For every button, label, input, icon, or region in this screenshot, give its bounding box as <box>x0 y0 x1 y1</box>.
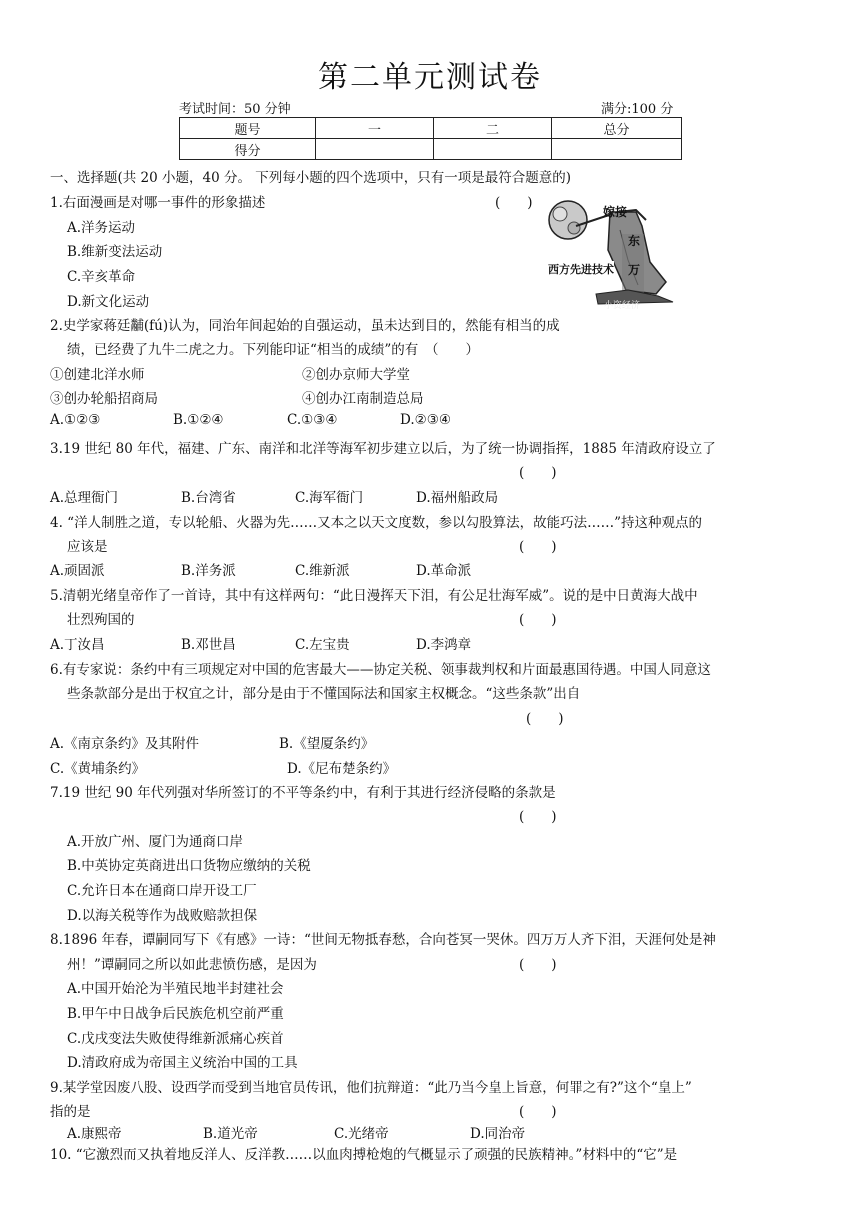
option[interactable]: D.《尼布楚条约》 <box>287 761 397 777</box>
statement-item: ③创办轮船招商局 <box>50 391 158 407</box>
question-9-stem: 指的是 <box>50 1104 91 1120</box>
full-score: 满分:100 分 <box>601 102 674 117</box>
score-table-cell: 总分 <box>552 118 682 139</box>
question-5-stem: 壮烈殉国的 <box>67 612 135 628</box>
option[interactable]: B.甲午中日战争后民族危机空前严重 <box>67 1006 284 1022</box>
answer-blank[interactable]: ( ) <box>519 612 557 628</box>
option[interactable]: A.中国开始沦为半殖民地半封建社会 <box>67 981 284 997</box>
answer-blank[interactable]: ( ) <box>519 1104 557 1120</box>
option[interactable]: D.新文化运动 <box>67 294 150 310</box>
option[interactable]: C.①③④ <box>287 412 338 428</box>
answer-blank[interactable]: ( ) <box>519 539 557 555</box>
option[interactable]: A.丁汝昌 <box>50 637 105 653</box>
option[interactable]: B.道光帝 <box>203 1126 258 1142</box>
question-9-stem: 9.某学堂因废八股、设西学而受到当地官员传讯，他们抗辩道：“此乃当今皇上旨意，何罪之有?”这个“皇上” <box>50 1080 692 1096</box>
score-table-cell: 一 <box>316 118 434 139</box>
score-table-score-row <box>180 139 682 160</box>
option[interactable]: A.洋务运动 <box>67 220 136 236</box>
question-8-stem: 州！”谭嗣同之所以如此悲愤伤感，是因为 <box>67 957 317 973</box>
answer-blank[interactable]: ( ) <box>495 195 533 211</box>
score-table-header-row <box>180 118 682 139</box>
option[interactable]: A.康熙帝 <box>67 1126 122 1142</box>
cartoon-label: 嫁接 <box>603 205 628 219</box>
option[interactable]: A.《南京条约》及其附件 <box>50 736 200 752</box>
score-table-cell: 得分 <box>180 139 316 160</box>
option[interactable]: D.②③④ <box>400 412 451 428</box>
option[interactable]: D.以海关税等作为战败赔款担保 <box>67 908 258 924</box>
option[interactable]: A.总理衙门 <box>50 490 119 506</box>
cartoon-label: 西方先进技术 <box>548 263 614 276</box>
section-heading: 一、选择题(共 20 小题，40 分。 下列每小题的四个选项中，只有一项是最符合题意的) <box>50 170 572 186</box>
answer-blank[interactable]: ( ) <box>519 465 557 481</box>
question-4-stem: 4. “洋人制胜之道，专以轮船、火器为先……又本之以天文度数，参以勾股算法，故能巧法……”持这种观点的 <box>50 515 702 531</box>
option[interactable]: C.左宝贵 <box>295 637 350 653</box>
question-6-stem: 些条款部分是出于权宜之计，部分是由于不懂国际法和国家主权概念。“这些条款”出自 <box>67 686 581 702</box>
question-1-stem: 1.右面漫画是对哪一事件的形象描述 <box>50 195 266 211</box>
score-table-cell: 二 <box>434 118 552 139</box>
option[interactable]: C.允许日本在通商口岸开设工厂 <box>67 883 257 899</box>
question-4-stem: 应该是 <box>67 539 108 555</box>
page-title: 第二单元测试卷 <box>318 60 542 95</box>
cartoon-label: 东 <box>628 234 641 248</box>
score-table-cell: 题号 <box>180 118 316 139</box>
option[interactable]: A.①②③ <box>50 412 101 428</box>
option[interactable]: D.李鸿章 <box>416 637 472 653</box>
question-5-stem: 5.清朝光绪皇帝作了一首诗，其中有这样两句：“此日漫挥天下泪，有公足壮海军威”。说的是中日黄海大战中 <box>50 588 698 604</box>
statement-item: ④创办江南制造总局 <box>302 391 424 407</box>
option[interactable]: C.辛亥革命 <box>67 269 136 285</box>
question-10-stem: 10. “它激烈而又执着地反洋人、反洋教……以血肉搏枪炮的气概显示了顽强的民族精神。”材料中的“它”是 <box>50 1147 678 1163</box>
option[interactable]: D.清政府成为帝国主义统治中国的工具 <box>67 1055 298 1071</box>
score-input-cell[interactable] <box>552 139 682 160</box>
option[interactable]: D.革命派 <box>416 563 472 579</box>
option[interactable]: B.①②④ <box>173 412 224 428</box>
cartoon-graft-illustration <box>538 190 678 312</box>
option[interactable]: B.维新变法运动 <box>67 244 163 260</box>
score-input-cell[interactable] <box>434 139 552 160</box>
question-3-stem: 3.19 世纪 80 年代，福建、广东、南洋和北洋等海军初步建立以后，为了统一协调指挥，1885 年清政府设立了 <box>50 441 716 457</box>
question-8-stem: 8.1896 年春，谭嗣同写下《有感》一诗：“世间无物抵春愁，合向苍冥一哭休。四万万人齐下泪，天涯何处是神 <box>50 932 716 948</box>
option[interactable]: D.福州船政局 <box>416 490 499 506</box>
answer-blank[interactable]: ( ) <box>519 809 557 825</box>
cartoon-label: 万 <box>628 263 641 277</box>
option[interactable]: B.邓世昌 <box>181 637 236 653</box>
question-7-stem: 7.19 世纪 90 年代列强对华所签订的不平等条约中，有利于其进行经济侵略的条款是 <box>50 785 556 801</box>
option[interactable]: D.同治帝 <box>470 1126 526 1142</box>
score-input-cell[interactable] <box>316 139 434 160</box>
score-table <box>179 117 682 160</box>
answer-blank[interactable]: ( ) <box>526 711 564 727</box>
statement-item: ①创建北洋水师 <box>50 367 145 383</box>
answer-blank[interactable]: ( ) <box>519 957 557 973</box>
statement-item: ②创办京师大学堂 <box>302 367 410 383</box>
option[interactable]: A.开放广州、厦门为通商口岸 <box>67 834 244 850</box>
option[interactable]: C.维新派 <box>295 563 350 579</box>
option[interactable]: C.海军衙门 <box>295 490 364 506</box>
question-6-stem: 6.有专家说：条约中有三项规定对中国的危害最大——协定关税、领事裁判权和片面最惠国待遇。中国人同意这 <box>50 662 711 678</box>
exam-time: 考试时间：50 分钟 <box>179 102 291 117</box>
option[interactable]: C.光绪帝 <box>334 1126 389 1142</box>
option[interactable]: B.中英协定英商进出口货物应缴纳的关税 <box>67 858 311 874</box>
cartoon-watermark: 小资经济 <box>604 301 641 311</box>
option[interactable]: C.《黄埔条约》 <box>50 761 146 777</box>
option[interactable]: B.洋务派 <box>181 563 236 579</box>
option[interactable]: A.顽固派 <box>50 563 105 579</box>
option[interactable]: B.《望厦条约》 <box>279 736 375 752</box>
question-2-stem: 绩，已经费了九牛二虎之力。下列能印证“相当的成绩”的有 （ ） <box>67 342 480 358</box>
question-2-stem: 2.史学家蒋廷黼(fú)认为，同治年间起始的自强运动，虽未达到目的，然能有相当的成 <box>50 318 560 334</box>
option[interactable]: C.戊戌变法失败使得维新派痛心疾首 <box>67 1031 284 1047</box>
option[interactable]: B.台湾省 <box>181 490 236 506</box>
